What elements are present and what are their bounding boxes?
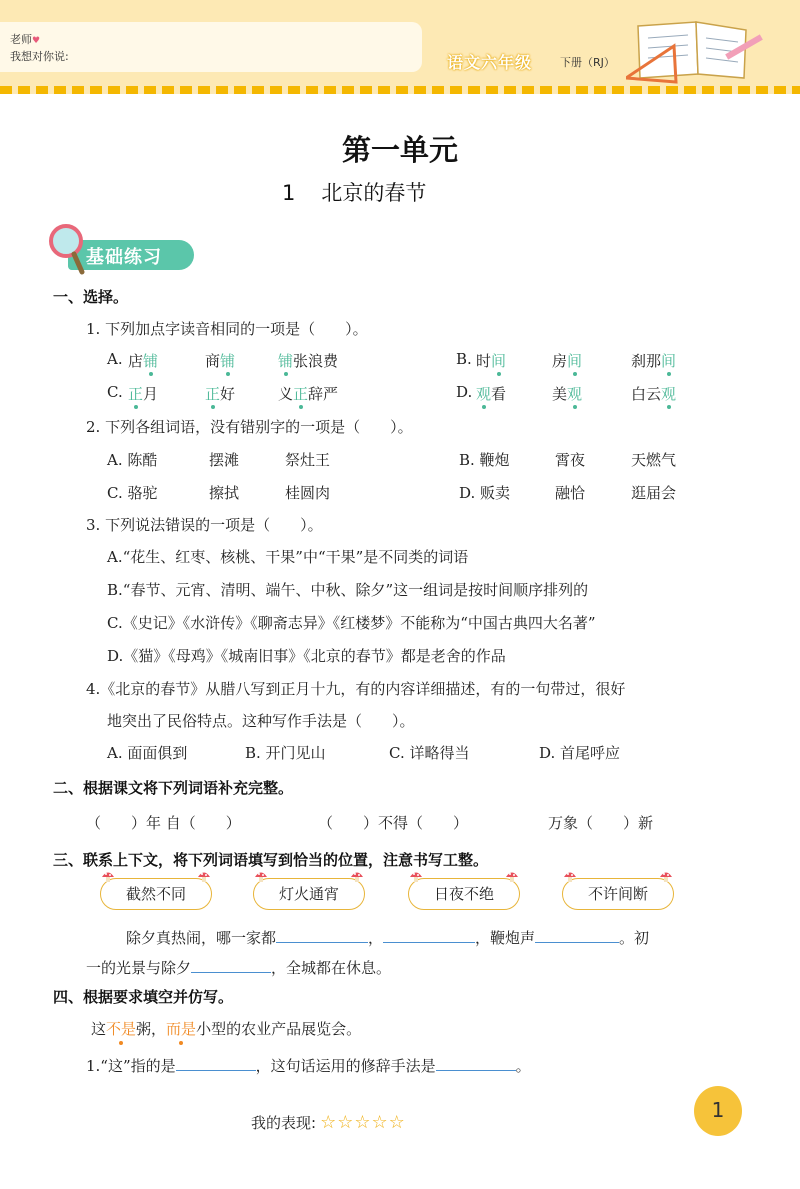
word-card: [562, 878, 674, 910]
q2-d-1: D. 贩卖: [459, 484, 511, 502]
card-label: 不许间断: [587, 885, 648, 903]
q3-option-b: B.“春节、元宵、清明、端午、中秋、除夕”这一组词是按时间顺序排列的: [107, 581, 589, 599]
card-label: 日夜不绝: [433, 885, 494, 903]
q4-stem-line1: 4.《北京的春节》从腊八写到正月十九，有的内容详细描述，有的一句带过，很好: [86, 680, 626, 698]
mushroom-icon: [409, 870, 423, 882]
s4-q1: 1.“这”指的是 ，这句话运用的修辞手法是 。: [86, 1057, 531, 1075]
q1-option-b-label: B.: [456, 350, 472, 368]
mushroom-icon: [350, 870, 364, 882]
q1-c-word2: 正好: [205, 385, 236, 403]
section4-heading: 四、根据要求填空并仿写。: [53, 988, 234, 1006]
q2-b-3: 天燃气: [631, 451, 677, 469]
performance-rating: [251, 1112, 406, 1133]
word-card: [253, 878, 365, 910]
q2-a-3: 祭灶王: [285, 451, 331, 469]
q2-a-2: 摆滩: [209, 451, 240, 469]
grade-label: 语文六年级: [447, 53, 533, 72]
star-icon[interactable]: ☆☆☆☆☆: [320, 1112, 406, 1133]
book-icon: [626, 16, 776, 86]
q3-option-d: D.《猫》《母鸡》《城南旧事》《北京的春节》都是老舍的作品: [107, 647, 506, 665]
s3-paragraph-line2: 一的光景与除夕 ，全城都在休息。: [86, 959, 392, 977]
q1-option-a-label: A.: [107, 350, 123, 368]
q2-b-1: B. 鞭炮: [459, 451, 510, 469]
s3-paragraph-line1: 除夕真热闹，哪一家都 ， ，鞭炮声 。初: [126, 929, 650, 947]
mushroom-icon: [505, 870, 519, 882]
mushroom-icon: [101, 870, 115, 882]
section-badge: [46, 224, 196, 276]
q2-b-2: 霄夜: [555, 451, 586, 469]
mushroom-icon: [254, 870, 268, 882]
header-stripe: [0, 86, 800, 94]
card-label: 灯火通宵: [278, 885, 339, 903]
q1-c-word1: 正月: [128, 385, 159, 403]
q4-option-b: B. 开门见山: [245, 744, 326, 762]
s2-item2: （ ）不得（ ）: [318, 814, 469, 832]
q1-d-word2: 美观: [552, 385, 583, 403]
blank-field[interactable]: [383, 928, 475, 943]
badge-label: 基础练习: [86, 247, 162, 268]
note-line1: 老师: [10, 33, 32, 46]
section2-heading: 二、根据课文将下列词语补充完整。: [53, 779, 294, 797]
s2-item3: 万象（ ）新: [548, 814, 654, 832]
unit-title: 第一单元: [341, 133, 458, 167]
q1-c-word3: 义正辞严: [278, 385, 339, 403]
teacher-note: [0, 22, 422, 72]
q3-stem: 3. 下列说法错误的一项是（ ）。: [86, 516, 323, 534]
blank-field[interactable]: [436, 1056, 516, 1071]
heart-icon: ♥: [32, 36, 41, 46]
s4-sentence: 这不是粥，而是小型的农业产品展览会。: [91, 1020, 362, 1038]
mushroom-icon: [659, 870, 673, 882]
q2-c-1: C. 骆驼: [107, 484, 158, 502]
word-card: [408, 878, 520, 910]
q4-stem-line2: 地突出了民俗特点。这种写作手法是（ ）。: [107, 712, 415, 730]
q2-c-2: 擦拭: [209, 484, 240, 502]
q2-d-2: 融恰: [555, 484, 586, 502]
q1-a-word2: 商铺: [205, 352, 236, 370]
section3-heading: 三、联系上下文，将下列词语填写到恰当的位置，注意书写工整。: [53, 851, 489, 869]
q1-a-word1: 店铺: [128, 352, 159, 370]
q1-a-word3: 铺张浪费: [278, 352, 339, 370]
q2-c-3: 桂圆肉: [285, 484, 331, 502]
q1-d-word1: 观看: [476, 385, 507, 403]
q1-b-word2: 房间: [552, 352, 583, 370]
lesson-title: [282, 177, 426, 207]
s2-item1: （ ）年 自（ ）: [86, 814, 241, 832]
blank-field[interactable]: [191, 958, 271, 973]
q1-d-word3: 白云观: [631, 385, 677, 403]
blank-field[interactable]: [176, 1056, 256, 1071]
blank-field[interactable]: [276, 928, 368, 943]
q3-option-a: A.“花生、红枣、核桃、干果”中“干果”是不同类的词语: [107, 548, 469, 566]
q2-a-1: A. 陈酷: [107, 451, 158, 469]
header-bar: [0, 0, 800, 92]
q4-option-d: D. 首尾呼应: [539, 744, 621, 762]
q3-option-c: C.《史记》《水浒传》《聊斋志异》《红楼梦》不能称为“中国古典四大名著”: [107, 614, 596, 632]
q1-stem: 1. 下列加点字读音相同的一项是（ ）。: [86, 320, 368, 338]
lesson-number: 1: [282, 181, 296, 205]
mushroom-icon: [563, 870, 577, 882]
q4-option-a: A. 面面俱到: [107, 744, 188, 762]
card-label: 截然不同: [125, 885, 186, 903]
q2-d-3: 逛届会: [631, 484, 677, 502]
lesson-name: 北京的春节: [321, 181, 427, 205]
rating-label: 我的表现:: [251, 1114, 317, 1132]
q4-option-c: C. 详略得当: [389, 744, 470, 762]
blank-field[interactable]: [535, 928, 619, 943]
q2-stem: 2. 下列各组词语，没有错别字的一项是（ ）。: [86, 418, 413, 436]
volume-label: 下册（RJ）: [560, 56, 615, 69]
q1-b-word1: 时间: [476, 352, 507, 370]
q1-option-c-label: C.: [107, 383, 123, 401]
note-line2: 我想对你说:: [10, 50, 69, 63]
q1-option-d-label: D.: [456, 383, 473, 401]
q1-b-word3: 刹那间: [631, 352, 677, 370]
section1-heading: 一、选择。: [53, 288, 129, 306]
page-number: 1: [694, 1086, 742, 1136]
word-card: [100, 878, 212, 910]
mushroom-icon: [197, 870, 211, 882]
